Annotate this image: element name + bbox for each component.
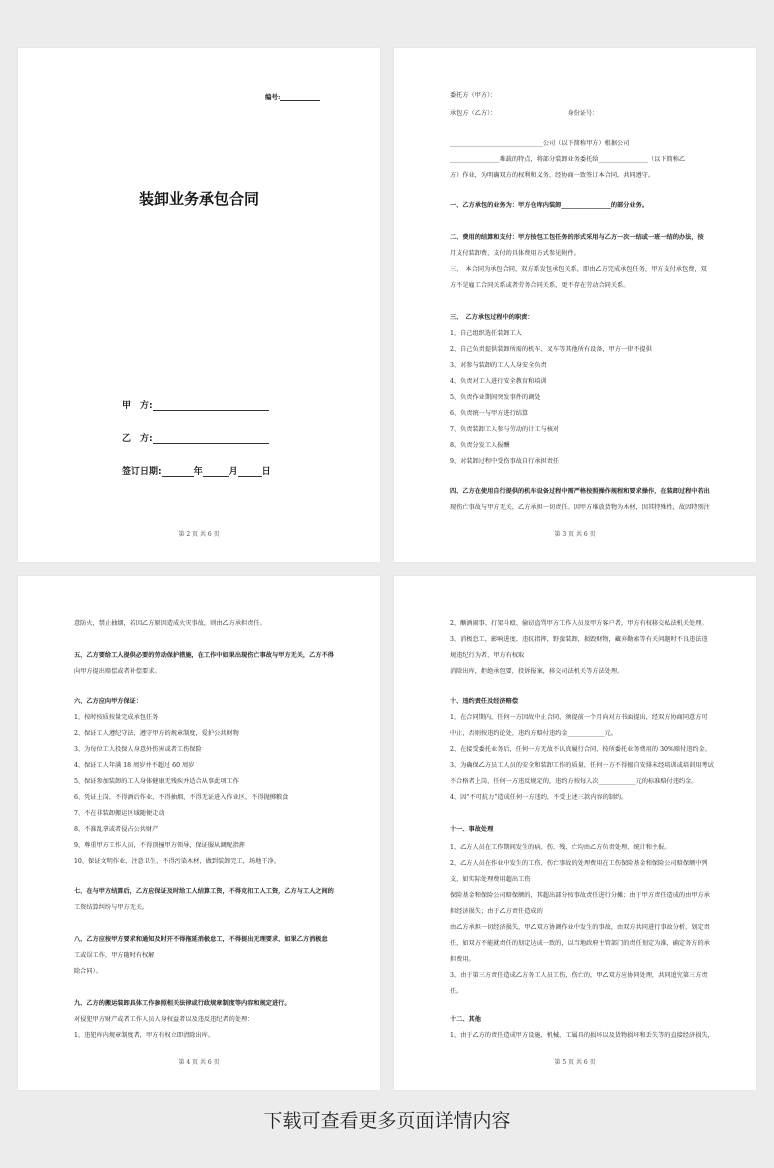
text-line: 2、乙方人员在作业中发生的工伤、伤亡事故的处理费用在工伤保险基金和保险公司赔保额中列 [450,860,708,867]
text-line: 7、负责装卸工人参与劳动的计工与核对 [450,426,560,433]
text-line: 6、凭证上岗，不得酒后作业，不得抽烟，不得无证进入作业区，不得抛掷粮食 [74,794,289,801]
section-heading: 九、乙方的搬运装卸具体工作参照相关法律或行政规章制度等内容和规定进行。 [74,1000,291,1007]
text-line: 9、对装卸过程中受伤事故自行承担责任 [450,458,560,465]
page-2-cover [18,48,380,562]
section-heading: 二、费用的结算和支付：甲方按包工包任务的形式采用与乙方一次一结或一班一结的办法，按 [450,234,704,241]
contract-title: 装卸业务承包合同 [138,190,259,208]
page-3 [394,48,756,562]
contract-number-line [280,93,320,101]
section-heading: 五、乙方要给工人提供必要的劳动保护措施，在工作中如果出现伤亡事故与甲方无关，乙方不得 [74,652,334,659]
text-line: 4、因“不可抗力”造成任何一方违约，不受上述三款内容的制约。 [450,794,628,801]
text-line: 任，如双方不能就责任的划定达成一致的，以当地政府主管部门的责任划定为准，确定务方的承 [450,940,710,947]
text-line: 工或误工作，甲方随时有权解 [74,952,155,959]
text-line: 10、保证文明作业，注意卫生，不得污染木材，做到装卸完工，场地干净。 [74,858,280,865]
text-line: 8、负责分发工人报酬 [450,442,510,449]
page-footer: 第 3 页 共 6 页 [554,531,596,538]
text-line: 规违纪行为者，甲方有权取 [450,652,525,659]
text-line: 1、由于乙方的责任造成甲方设施、机械、工属具的损坏以及货物损坏和丢失等的直接经济损失， [450,1032,714,1039]
text-line: 方）作业，为明确双方的权利和义务，经协商一致签订本合同，共同遵守。 [450,172,655,179]
text-line: 3、由于第三方责任造成乙方务工人员工伤，伤亡的，甲乙双方应协同处理，共同追究第三方责 [450,972,708,979]
text-line: 工资结算纠纷与甲方无关。 [74,904,149,911]
text-line: 2、酗酒闹事、打架斗殴、偷窃盗骂甲方工作人员及甲方客户者，甲方有权移交私法机关处理。 [450,620,708,627]
text-line: 支，如实际处理费用超出工伤 [450,876,531,883]
text-line: 消除出库，拒绝承包要，投诉报案，移交司法机关等方法处理。 [450,668,624,675]
section-heading: 十二、其他 [450,1016,481,1023]
month-label: 月 [228,467,238,477]
page-footer: 第 5 页 共 6 页 [554,1059,596,1066]
text-line: 除合同）。 [74,968,102,975]
text-line: 担经济损失；由于乙方责任造成的 [450,908,543,915]
text-line: 担费用。 [450,956,475,963]
text-line: 6、负责统一与甲方进行结算 [450,410,529,417]
page-footer: 第 2 页 共 6 页 [178,531,220,538]
text-line: 3、为确保乙方员工人员的安全和装卸工作的质量，任何一方不得擅自安排未经培训或培训用考试 [450,762,714,769]
text-line: 2、自己负责提供装卸所需的机车、叉车等其他所有设备，甲方一律不提供 [450,346,652,353]
day-label: 日 [261,467,271,477]
text-line: 对侵犯甲方财产或者工作人员人身权益者以及违反违纪者的处理： [74,1016,254,1023]
contract-number-label: 编号: [265,93,281,101]
text-line: 1、按时按质按量完成承包任务 [74,714,159,721]
text-line: 5、保证参加装卸的工人身体健康无残疾并适合从事此项工作 [74,778,239,785]
year-label: 年 [193,467,203,477]
sign-date-label: 签订日期: [122,467,162,477]
page-4 [18,576,380,1090]
text-line: 中止，否则按违约论处，违约方赔付违约金____________元。 [450,730,618,737]
text-line: 保险基金和保险公司赔保额的，其超出部分按事故责任进行分摊；由于甲方责任造成的由甲方承 [450,892,710,899]
party-b-label: 乙 方: [122,434,153,444]
text-line: 1、乙方人员在工作期间发生的病、伤、残、亡均由乙方负责处理，统计和主报。 [450,844,671,851]
contract-number-field [265,92,320,101]
text-line: 1、在合同期内，任何一方因故中止合同，须提前一个月向对方书面提出，经双方协商同意方可 [450,714,708,721]
party-a-label: 甲 方: [122,401,153,411]
text-line: 2、在接受委托业务后，任何一方无故不认真履行合同，按所委托业务费用的 30%赔付违约金。 [450,746,711,753]
sign-date-row [122,464,271,477]
text-line: 5、负责作业期间突发事件的调处 [450,394,541,401]
section-heading: 八、乙方应按甲方要求和通知及时开不得拖延消极怠工，不得提出无理要求，如果乙方消极怠 [74,936,328,943]
text-line: 1、违犯库内规章制度者，甲方有权立即清除出库。 [74,1032,215,1039]
text-line: 3、对参与装卸的工人人身安全负责 [450,362,547,369]
text-line: 3、为每位工人投保人身意外伤害或者工伤保险 [74,746,202,753]
text-line: 7、不在非装卸搬运区域随便走动 [74,810,165,817]
section-heading: 四、乙方在使用自行提供的机车设备过程中需严格按照操作规程和要求操作，在装卸过程中若出 [450,488,710,495]
text-line: 9、尊重甲方工作人员，不得顶撞甲方领导，保证服从调配指挥 [74,842,245,849]
text-line: 向甲方提出赔偿或者补偿要求。 [74,668,161,675]
text-line: 2、保证工人遵纪守法，遵守甲方的规章制度，爱护公共财物 [74,730,239,737]
text-line: ______________________________公司（以下简称甲方）根据公司 [450,140,630,147]
text-line: ________________难载的特点，将部分装卸业务委托给________________（以下简称乙 [450,156,686,163]
text-line: 8、不准乱拿或者侵占公共财产 [74,826,159,833]
section-heading: 三、 乙方承包过程中的职责： [450,314,534,321]
text-line: 不合格者上岗，任何一方违反规定的，违约方按每人次____________元的标准赔付违约金。 [450,778,698,785]
section-heading: 十、违约责任及经济赔偿 [450,698,519,705]
page-footer: 第 4 页 共 6 页 [178,1059,220,1066]
text-line: 4、保证工人年满 18 周岁并不超过 60 周岁 [74,762,195,769]
text-line: 月支付装卸费，支付的具体费用方式参见附件。 [450,250,580,257]
text-line: 委托方（甲方）： [450,92,497,99]
text-line: 承包方（乙方）： 身份证号： [450,110,599,117]
text-line: 3、消极怠工，影响进度、违抗指挥，野蛮装卸，损毁财物，藏弃勤索等有关问题时不良违法违 [450,636,708,643]
section-heading: 一、乙方承包的业务为：甲方仓库内装卸________________的部分业务。 [450,202,648,209]
text-line: 4、负责对工人进行安全教育和培训 [450,378,547,385]
party-a-line [153,400,269,411]
section-heading: 十一、事故处理 [450,826,494,833]
text-line: 意防火，禁止抽烟，若因乙方原因造成火灾事故，则由乙方承担责任。 [74,620,266,627]
party-a-row [122,398,269,411]
party-b-line [153,433,269,444]
text-line: 任。 [450,988,463,995]
download-caption[interactable]: 下载可查看更多页面详情内容 [263,1110,511,1132]
section-heading: 七、在与甲方结算后，乙方应保证及时给工人结算工资，不得克扣工人工资，乙方与工人之间的 [74,888,334,895]
text-line: 1、自己组织选任装卸工人 [450,330,522,337]
text-line: 方不是雇工合同关系或者劳务合同关系，更不存在劳动合同关系。 [450,282,630,289]
page-5 [394,576,756,1090]
party-b-row [122,431,269,444]
text-line: 由乙方承担一切经济损失，甲乙双方协调作业中发生的事故，由双方共同进行事故分析，划定责 [450,924,710,931]
section-heading: 六、乙方应向甲方保证： [74,698,143,705]
text-line: 三、 本合同为承包合同，双方系发包承包关系，即由乙方完成承包任务，甲方支付承包费，双 [450,266,707,273]
text-line: 现伤亡事故与甲方无关，乙方承担一切责任。因甲方堆放货物为木材，因其特殊性，故因特别注 [450,504,710,511]
